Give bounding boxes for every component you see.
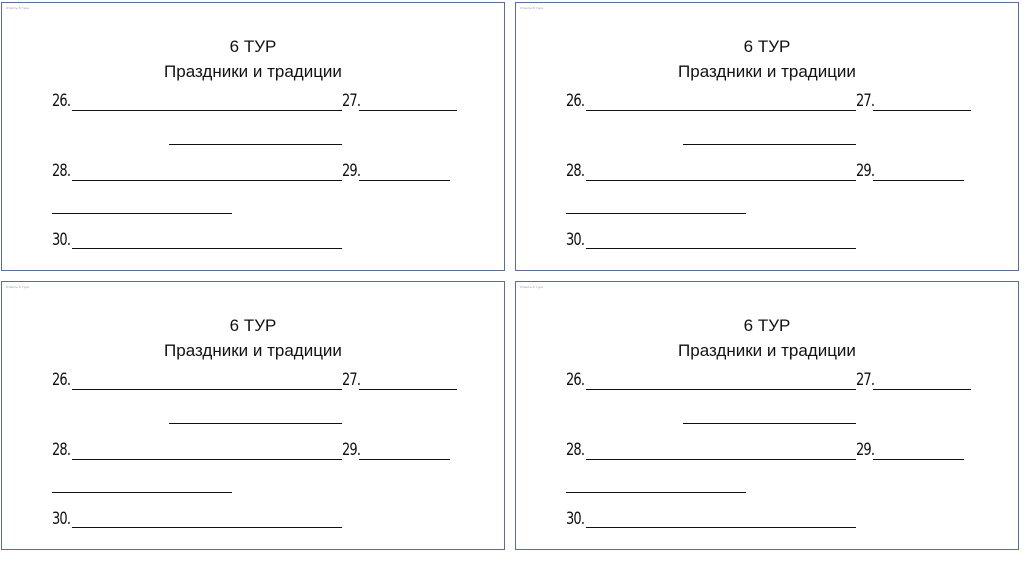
answer-line-29-continued[interactable] [52,492,232,493]
answer-line-27-continued[interactable] [683,423,856,424]
answer-line-29[interactable] [873,180,964,181]
answer-line-30[interactable] [586,527,856,528]
answer-line-30[interactable] [72,248,342,249]
answer-label-26: 26. [52,91,71,111]
answer-label-26: 26. [566,370,585,390]
answer-label-29: 29. [342,440,361,460]
answer-label-28: 28. [52,440,71,460]
answer-line-29-continued[interactable] [566,492,746,493]
answer-line-27-continued[interactable] [169,423,342,424]
answer-line-27[interactable] [359,110,457,111]
answer-line-27-continued[interactable] [683,144,856,145]
corner-text: Ответы 6 тура [6,285,29,289]
answer-line-29-continued[interactable] [566,213,746,214]
corner-text: Ответы 6 тура [520,285,543,289]
answer-card [515,281,1019,550]
answer-line-29[interactable] [359,459,450,460]
answer-label-30: 30. [52,230,71,250]
answer-card [515,2,1019,271]
answer-line-26[interactable] [72,389,342,390]
corner-text: Ответы 6 тура [6,6,29,10]
answer-label-27: 27. [342,91,361,111]
answer-label-27: 27. [856,370,875,390]
answer-label-29: 29. [856,161,875,181]
answer-label-29: 29. [856,440,875,460]
corner-text: Ответы 6 тура [520,6,543,10]
answer-line-30[interactable] [72,527,342,528]
answer-line-26[interactable] [586,389,856,390]
answer-label-27: 27. [856,91,875,111]
answer-line-29-continued[interactable] [52,213,232,214]
answer-line-28[interactable] [72,459,342,460]
answer-label-28: 28. [52,161,71,181]
answer-line-27[interactable] [873,389,971,390]
answer-label-30: 30. [52,509,71,529]
answer-line-27[interactable] [873,110,971,111]
answer-label-27: 27. [342,370,361,390]
answer-label-28: 28. [566,161,585,181]
round-title: 6 ТУР [229,37,277,56]
topic-title: Праздники и традиции [164,341,342,360]
round-title: 6 ТУР [229,316,277,335]
answer-line-26[interactable] [72,110,342,111]
answer-line-27[interactable] [359,389,457,390]
answer-label-30: 30. [566,230,585,250]
answer-line-27-continued[interactable] [169,144,342,145]
answer-line-29[interactable] [873,459,964,460]
answer-label-30: 30. [566,509,585,529]
answer-line-28[interactable] [72,180,342,181]
answer-label-26: 26. [566,91,585,111]
round-title: 6 ТУР [743,37,791,56]
topic-title: Праздники и традиции [678,62,856,81]
answer-card [1,281,505,550]
answer-line-29[interactable] [359,180,450,181]
round-title: 6 ТУР [743,316,791,335]
answer-label-26: 26. [52,370,71,390]
answer-line-26[interactable] [586,110,856,111]
answer-label-29: 29. [342,161,361,181]
topic-title: Праздники и традиции [678,341,856,360]
topic-title: Праздники и традиции [164,62,342,81]
answer-card [1,2,505,271]
answer-label-28: 28. [566,440,585,460]
answer-line-28[interactable] [586,459,856,460]
answer-line-28[interactable] [586,180,856,181]
answer-line-30[interactable] [586,248,856,249]
